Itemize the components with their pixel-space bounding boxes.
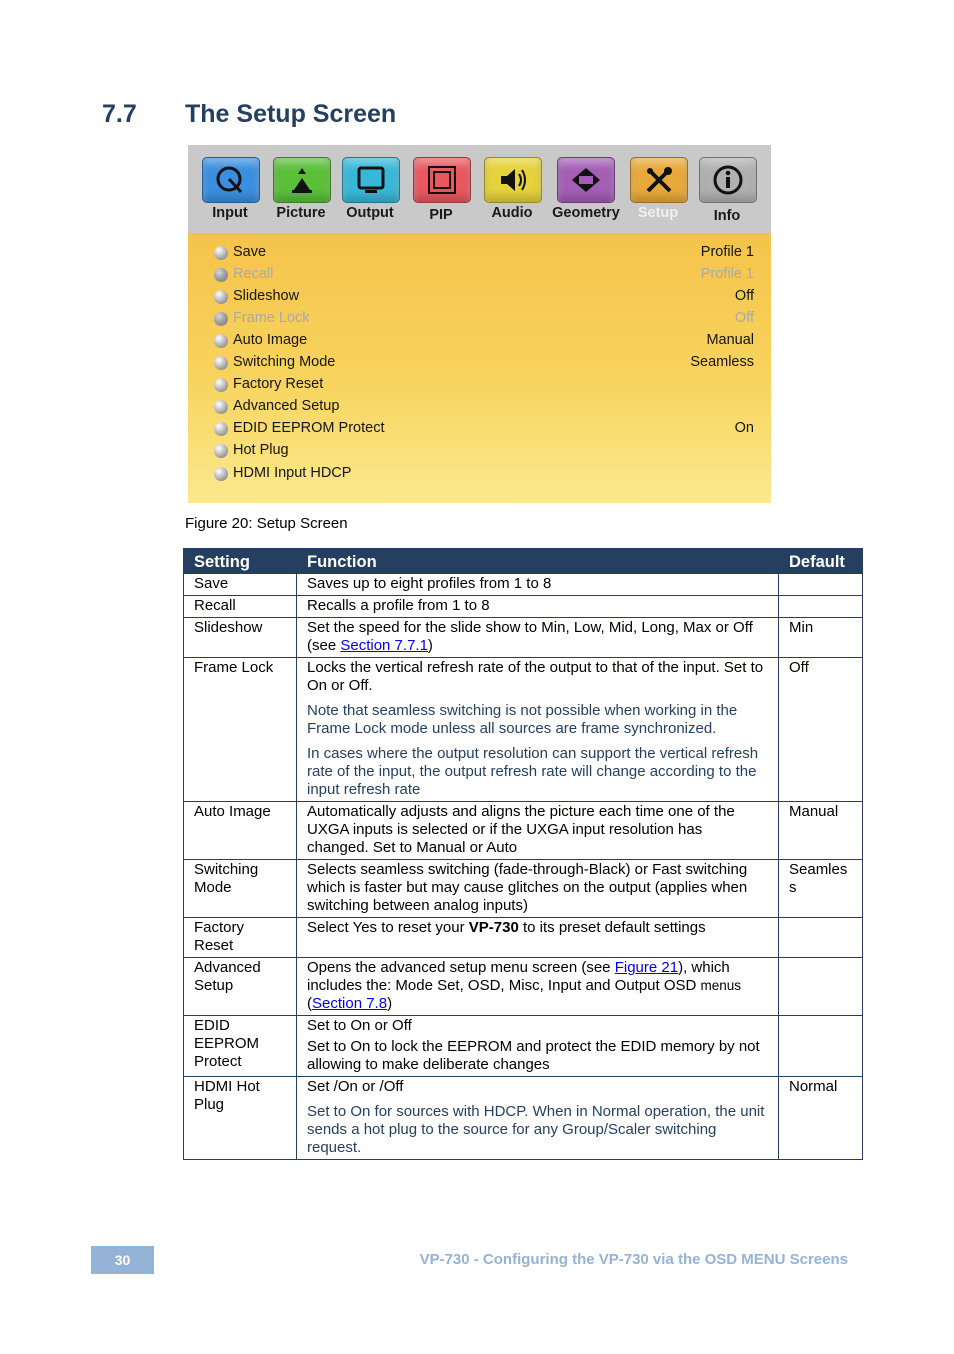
table-row <box>184 574 863 596</box>
menu-item-hdmi-input-hdcp[interactable] <box>214 465 754 485</box>
default-cell: Seamless <box>779 860 863 918</box>
function-text: Set the speed for the slide show to Min, Low, Mid, Long, Max or Off (see <box>307 619 753 654</box>
setup-screen-figure <box>188 145 771 503</box>
figure-link[interactable]: Figure 21 <box>614 959 679 976</box>
menu-item-label: EDID EEPROM Protect <box>233 420 385 436</box>
tab-label: Geometry <box>552 205 620 221</box>
function-text: ) <box>427 637 433 654</box>
note-text: In cases where the output resolution can support the vertical refresh rate of the input, the output refresh rate will change according to the input refresh rate <box>307 745 759 798</box>
picture-icon <box>273 157 331 203</box>
tab-pip[interactable] <box>403 155 479 233</box>
page-footer: VP-730 - Configuring the VP-730 via the OSD MENU Screens <box>419 1251 848 1268</box>
setting-cell: Frame Lock <box>184 658 297 802</box>
default-cell <box>779 918 863 958</box>
note-text: Note that seamless switching is not possible when working in the Frame Lock mode unless all sources are frame synchronized. <box>307 702 738 737</box>
function-text: Opens the advanced setup menu screen (see <box>307 959 615 976</box>
menu-item-value: Off <box>734 310 754 326</box>
tab-picture[interactable] <box>263 155 339 233</box>
table-row <box>184 802 863 860</box>
bullet-icon <box>214 290 228 304</box>
setting-cell: EDID EEPROM Protect <box>184 1016 297 1077</box>
function-text: Set /On or /Off <box>307 1078 404 1095</box>
section-link[interactable]: Section 7.8 <box>312 995 388 1012</box>
tab-audio[interactable] <box>474 155 550 233</box>
default-cell <box>779 1016 863 1077</box>
table-row <box>184 1077 863 1160</box>
tab-input[interactable] <box>192 155 268 233</box>
section-link[interactable]: Section 7.7.1 <box>340 637 428 654</box>
menu-item-label: Switching Mode <box>233 354 336 370</box>
tab-label: Output <box>346 205 394 221</box>
bullet-icon <box>214 467 228 481</box>
menu-item-label: HDMI Input HDCP <box>233 465 352 481</box>
setting-cell: HDMI Hot Plug <box>184 1077 297 1160</box>
tab-setup[interactable] <box>620 155 696 233</box>
tab-label: Setup <box>637 205 679 221</box>
function-cell <box>297 618 779 658</box>
menu-item-value: Manual <box>706 332 754 348</box>
setting-cell: Factory Reset <box>184 918 297 958</box>
tab-label: Audio <box>491 205 533 221</box>
pip-icon <box>413 157 471 203</box>
bullet-icon <box>214 356 228 370</box>
menu-item-frame-lock <box>214 310 754 330</box>
menu-item-label: Recall <box>233 266 274 282</box>
bullet-icon <box>214 334 228 348</box>
bullet-icon <box>214 400 228 414</box>
menu-item-edid-eeprom-protect[interactable] <box>214 420 754 440</box>
bullet-icon <box>214 268 228 282</box>
bullet-icon <box>214 378 228 392</box>
function-cell: Recalls a profile from 1 to 8 <box>297 596 779 618</box>
function-cell: Saves up to eight profiles from 1 to 8 <box>297 574 779 596</box>
table-row <box>184 860 863 918</box>
geometry-icon <box>557 157 615 203</box>
menu-item-hot-plug[interactable] <box>214 442 754 462</box>
function-text: ), which includes the: Mode Set, OSD, Misc, Input and Output OSD <box>307 959 730 994</box>
function-cell <box>297 658 779 802</box>
setting-cell: Recall <box>184 596 297 618</box>
menu-item-label: Auto Image <box>233 332 308 348</box>
tab-label: Picture <box>276 205 326 221</box>
default-cell <box>779 574 863 596</box>
function-text: Locks the vertical refresh rate of the output to that of the input. Set to On or Off. <box>307 659 764 694</box>
audio-icon <box>484 157 542 203</box>
table-row <box>184 596 863 618</box>
table-row <box>184 618 863 658</box>
note-text: Set to On for sources with HDCP. When in Normal operation, the unit sends a hot plug to the source for any Group/Scaler switching request. <box>307 1103 765 1156</box>
function-text: menus <box>700 978 742 993</box>
table-header-row <box>184 549 863 574</box>
input-icon <box>202 157 260 203</box>
bullet-icon <box>214 444 228 458</box>
header-function: Function <box>297 549 779 574</box>
default-cell <box>779 596 863 618</box>
table-row <box>184 1016 863 1077</box>
osd-tab-bar <box>188 145 771 233</box>
function-cell <box>297 918 779 958</box>
table-row <box>184 658 863 802</box>
default-cell: Min <box>779 618 863 658</box>
setting-cell: Switching Mode <box>184 860 297 918</box>
function-cell <box>297 1077 779 1160</box>
menu-item-label: Save <box>233 244 267 260</box>
osd-menu <box>188 233 771 503</box>
function-cell: Selects seamless switching (fade-through-Black) or Fast switching which is faster but may cause glitches on the output (applies when switching between analog inputs) <box>297 860 779 918</box>
product-name: VP-730 <box>468 919 519 936</box>
default-cell: Normal <box>779 1077 863 1160</box>
menu-item-label: Hot Plug <box>233 442 289 458</box>
menu-item-label: Factory Reset <box>233 376 324 392</box>
menu-item-auto-image[interactable] <box>214 332 754 352</box>
tab-output[interactable] <box>332 155 408 233</box>
menu-item-value: Off <box>734 288 754 304</box>
tab-label: Input <box>212 205 248 221</box>
setting-cell: Slideshow <box>184 618 297 658</box>
menu-item-factory-reset[interactable] <box>214 376 754 396</box>
menu-item-label: Frame Lock <box>233 310 310 326</box>
section-title: The Setup Screen <box>185 100 397 128</box>
output-icon <box>342 157 400 203</box>
info-icon <box>699 157 757 203</box>
table-row <box>184 958 863 1016</box>
menu-item-switching-mode[interactable] <box>214 354 754 374</box>
tab-label: Info <box>713 208 741 224</box>
function-text: Set to On to lock the EEPROM and protect the EDID memory by not allowing to make deliberate changes <box>307 1038 760 1073</box>
menu-item-save[interactable] <box>214 244 754 264</box>
menu-item-value: Profile 1 <box>700 266 754 282</box>
function-text: ( <box>307 995 312 1012</box>
menu-item-value: Profile 1 <box>700 244 754 260</box>
setting-cell: Auto Image <box>184 802 297 860</box>
function-cell <box>297 958 779 1016</box>
function-text: Select Yes to reset your <box>307 919 469 936</box>
section-number: 7.7 <box>102 100 137 128</box>
header-default: Default <box>779 549 863 574</box>
function-cell <box>297 1016 779 1077</box>
setup-table <box>183 548 863 1160</box>
function-text: to its preset default settings <box>518 919 706 936</box>
setting-cell: Advanced Setup <box>184 958 297 1016</box>
menu-item-recall <box>214 266 754 286</box>
default-cell: Manual <box>779 802 863 860</box>
tab-geometry[interactable] <box>547 155 623 233</box>
menu-item-value: Seamless <box>690 354 754 370</box>
table-row <box>184 918 863 958</box>
function-text: ) <box>387 995 393 1012</box>
menu-item-value: On <box>734 420 754 436</box>
default-cell: Off <box>779 658 863 802</box>
menu-item-label: Advanced Setup <box>233 398 340 414</box>
page-number: 30 <box>91 1246 154 1274</box>
bullet-icon <box>214 312 228 326</box>
menu-item-advanced-setup[interactable] <box>214 398 754 418</box>
bullet-icon <box>214 246 228 260</box>
menu-item-slideshow[interactable] <box>214 288 754 308</box>
function-cell: Automatically adjusts and aligns the picture each time one of the UXGA inputs is selected or if the UXGA input resolution has changed. Set to Manual or Auto <box>297 802 779 860</box>
menu-item-label: Slideshow <box>233 288 300 304</box>
default-cell <box>779 958 863 1016</box>
tab-info[interactable] <box>689 155 765 233</box>
setting-cell: Save <box>184 574 297 596</box>
figure-caption: Figure 20: Setup Screen <box>185 515 348 532</box>
header-setting: Setting <box>184 549 297 574</box>
bullet-icon <box>214 422 228 436</box>
function-text: Set to On or Off <box>307 1017 412 1034</box>
setup-icon <box>630 157 688 203</box>
tab-label: PIP <box>429 207 453 223</box>
